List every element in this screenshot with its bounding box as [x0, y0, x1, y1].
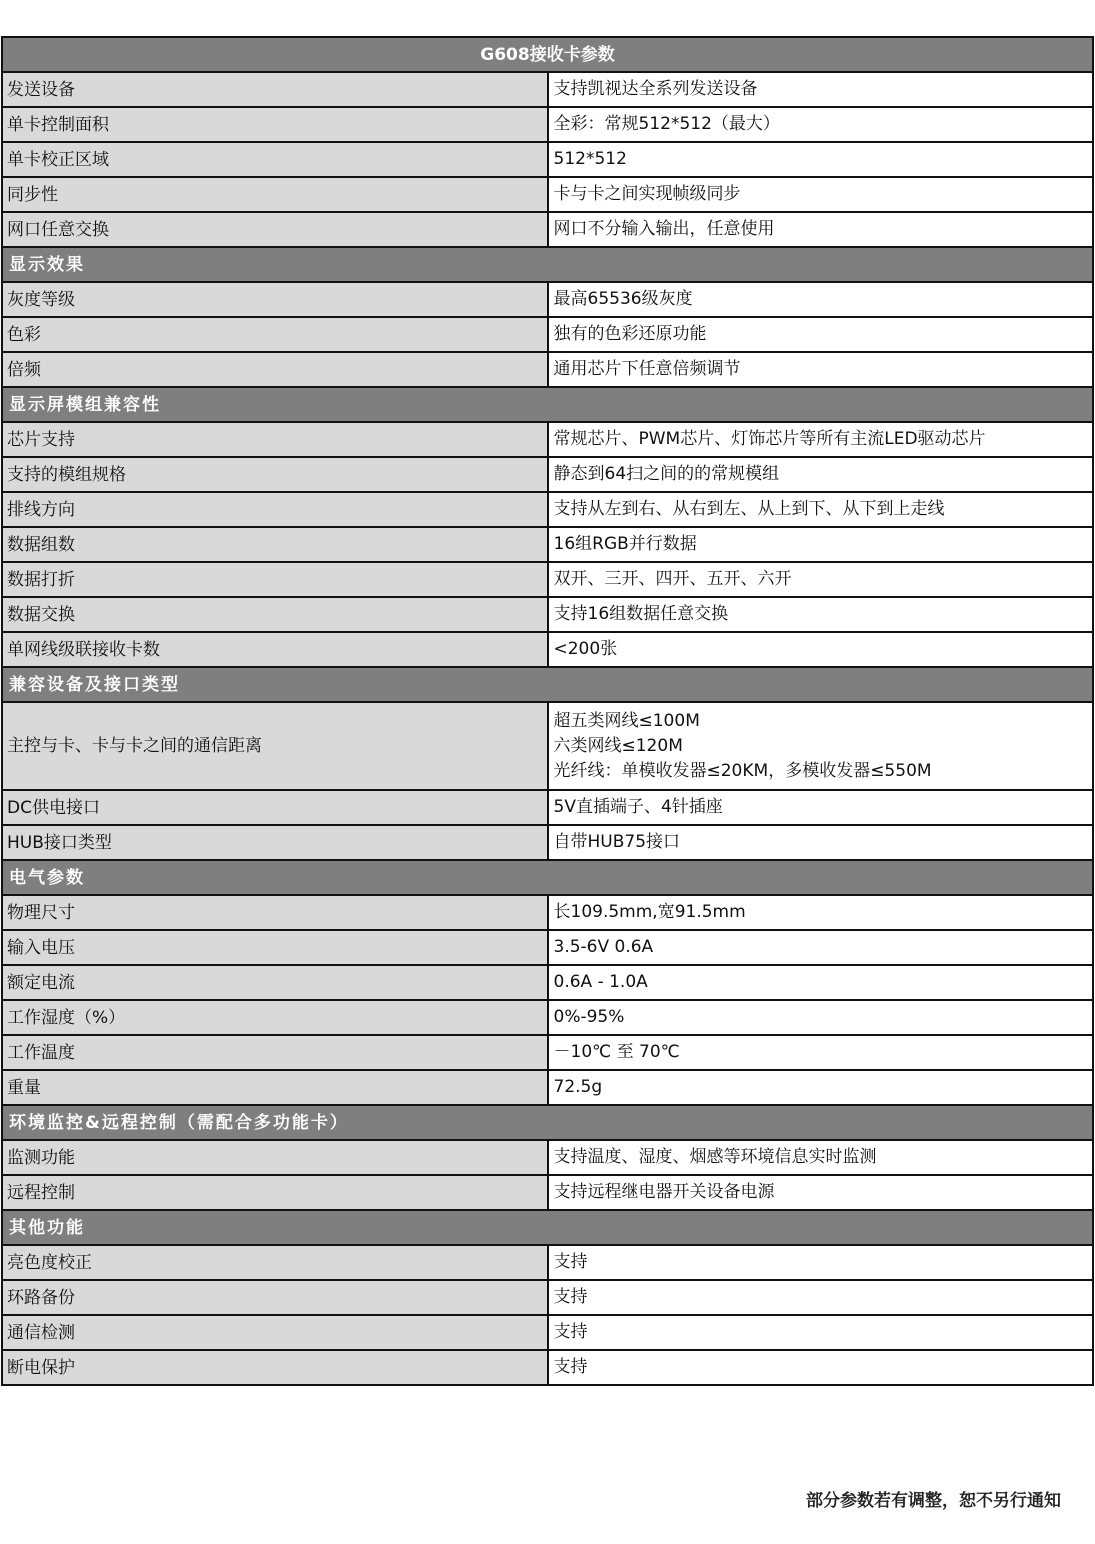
- spec-value-line: 支持远程继电器开关设备电源: [553, 1182, 775, 1202]
- spec-label: 重量: [2, 1070, 548, 1105]
- spec-row: [2, 527, 1093, 562]
- spec-value: [548, 527, 1094, 562]
- section-header-row: [2, 247, 1093, 282]
- spec-value-line: 0.6A - 1.0A: [553, 972, 648, 992]
- spec-value: [548, 965, 1094, 1000]
- spec-value-line: 卡与卡之间实现帧级同步: [553, 184, 741, 204]
- spec-row: [2, 1245, 1093, 1280]
- spec-value-line: 5V直插端子、4针插座: [553, 797, 723, 817]
- spec-row: [2, 1035, 1093, 1070]
- spec-label: 远程控制: [2, 1175, 548, 1210]
- spec-row: [2, 1140, 1093, 1175]
- spec-value: [548, 177, 1094, 212]
- spec-value-line: 16组RGB并行数据: [553, 534, 697, 554]
- spec-label: 环路备份: [2, 1280, 548, 1315]
- spec-label: 亮色度校正: [2, 1245, 548, 1280]
- spec-label: 物理尺寸: [2, 895, 548, 930]
- spec-label: 输入电压: [2, 930, 548, 965]
- spec-row: [2, 1315, 1093, 1350]
- spec-value: [548, 1280, 1094, 1315]
- spec-value-line: 支持: [553, 1357, 588, 1377]
- section-header-row: [2, 1210, 1093, 1245]
- spec-value: [548, 72, 1094, 107]
- spec-value-line: 3.5-6V 0.6A: [553, 937, 654, 957]
- spec-row: [2, 895, 1093, 930]
- spec-value: [548, 282, 1094, 317]
- spec-value: [548, 562, 1094, 597]
- spec-label: 数据交换: [2, 597, 548, 632]
- spec-label: HUB接口类型: [2, 825, 548, 860]
- spec-value-line: 六类网线≤120M: [553, 735, 683, 756]
- spec-value: [548, 825, 1094, 860]
- spec-label: 支持的模组规格: [2, 457, 548, 492]
- spec-value-line: 常规芯片、PWM芯片、灯饰芯片等所有主流LED驱动芯片: [553, 429, 986, 449]
- spec-row: [2, 492, 1093, 527]
- spec-label: 排线方向: [2, 492, 548, 527]
- spec-label: 色彩: [2, 317, 548, 352]
- section-title: 其他功能: [2, 1210, 1093, 1245]
- spec-row: [2, 632, 1093, 667]
- section-header-row: [2, 1105, 1093, 1140]
- spec-row: [2, 142, 1093, 177]
- spec-row: [2, 212, 1093, 247]
- spec-value-line: 通用芯片下任意倍频调节: [553, 359, 741, 379]
- section-title: 显示效果: [2, 247, 1093, 282]
- spec-row: [2, 562, 1093, 597]
- spec-value-line: 双开、三开、四开、五开、六开: [553, 569, 792, 589]
- spec-value-line: 超五类网线≤100M: [553, 710, 700, 731]
- spec-row: [2, 1280, 1093, 1315]
- spec-value-line: <200张: [553, 639, 618, 659]
- spec-row: [2, 457, 1093, 492]
- spec-value: [548, 1000, 1094, 1035]
- spec-label: 灰度等级: [2, 282, 548, 317]
- spec-value-line: 512*512: [553, 149, 627, 169]
- spec-value: [548, 1140, 1094, 1175]
- spec-value-line: 最高65536级灰度: [553, 289, 693, 309]
- spec-value-line: －10℃ 至 70℃: [553, 1042, 680, 1062]
- spec-label: 单卡控制面积: [2, 107, 548, 142]
- spec-row: [2, 282, 1093, 317]
- spec-row: [2, 1350, 1093, 1385]
- spec-value: [548, 1035, 1094, 1070]
- spec-label: 断电保护: [2, 1350, 548, 1385]
- spec-label: 工作温度: [2, 1035, 548, 1070]
- section-title: 显示屏模组兼容性: [2, 387, 1093, 422]
- spec-row: [2, 965, 1093, 1000]
- spec-value-line: 全彩：常规512*512（最大）: [553, 114, 780, 134]
- spec-label: 网口任意交换: [2, 212, 548, 247]
- spec-row: [2, 1000, 1093, 1035]
- spec-value-line: 长109.5mm,宽91.5mm: [553, 902, 746, 922]
- spec-label: 额定电流: [2, 965, 548, 1000]
- spec-row: [2, 72, 1093, 107]
- spec-label: 单卡校正区域: [2, 142, 548, 177]
- spec-value: [548, 142, 1094, 177]
- spec-row: [2, 1175, 1093, 1210]
- spec-value: [548, 1245, 1094, 1280]
- spec-value-line: 支持从左到右、从右到左、从上到下、从下到上走线: [553, 499, 945, 519]
- section-header-row: [2, 860, 1093, 895]
- spec-row: [2, 422, 1093, 457]
- spec-row: [2, 702, 1093, 790]
- spec-value: [548, 790, 1094, 825]
- table-title: G608接收卡参数: [2, 37, 1093, 72]
- section-header-row: [2, 667, 1093, 702]
- footer-note: 部分参数若有调整，恕不另行通知: [806, 1491, 1061, 1511]
- spec-value-line: 72.5g: [553, 1077, 603, 1097]
- spec-row: [2, 790, 1093, 825]
- title-row: [2, 37, 1093, 72]
- spec-value: [548, 457, 1094, 492]
- section-title: 电气参数: [2, 860, 1093, 895]
- spec-row: [2, 825, 1093, 860]
- spec-label: 芯片支持: [2, 422, 548, 457]
- spec-value: [548, 492, 1094, 527]
- spec-value-line: 0%-95%: [553, 1007, 625, 1027]
- spec-label: 主控与卡、卡与卡之间的通信距离: [2, 702, 548, 790]
- spec-table-body: [2, 37, 1093, 1385]
- spec-value-line: 支持16组数据任意交换: [553, 604, 729, 624]
- spec-value-line: 自带HUB75接口: [553, 832, 681, 852]
- spec-row: [2, 107, 1093, 142]
- spec-value: [548, 632, 1094, 667]
- spec-value-line: 支持: [553, 1252, 588, 1272]
- spec-table: [1, 36, 1094, 1386]
- spec-value-line: 光纤线：单模收发器≤20KM，多模收发器≤550M: [553, 760, 932, 781]
- spec-label: 监测功能: [2, 1140, 548, 1175]
- spec-row: [2, 177, 1093, 212]
- spec-value: [548, 107, 1094, 142]
- spec-value: [548, 1175, 1094, 1210]
- spec-value-line: 支持凯视达全系列发送设备: [553, 79, 758, 99]
- spec-value: [548, 1350, 1094, 1385]
- spec-value: [548, 352, 1094, 387]
- spec-value: [548, 930, 1094, 965]
- spec-value: [548, 702, 1094, 790]
- spec-value-line: 支持温度、湿度、烟感等环境信息实时监测: [553, 1147, 877, 1167]
- spec-label: 数据打折: [2, 562, 548, 597]
- spec-value: [548, 317, 1094, 352]
- spec-value-line: 静态到64扫之间的的常规模组: [553, 464, 780, 484]
- spec-row: [2, 1070, 1093, 1105]
- spec-label: 倍频: [2, 352, 548, 387]
- spec-value: [548, 1070, 1094, 1105]
- spec-value: [548, 1315, 1094, 1350]
- section-title: 兼容设备及接口类型: [2, 667, 1093, 702]
- spec-label: 通信检测: [2, 1315, 548, 1350]
- section-header-row: [2, 387, 1093, 422]
- spec-row: [2, 930, 1093, 965]
- spec-value: [548, 597, 1094, 632]
- spec-row: [2, 317, 1093, 352]
- spec-value: [548, 422, 1094, 457]
- spec-value-line: 支持: [553, 1287, 588, 1307]
- spec-label: 同步性: [2, 177, 548, 212]
- spec-value-line: 支持: [553, 1322, 588, 1342]
- spec-value-line: 独有的色彩还原功能: [553, 324, 707, 344]
- spec-row: [2, 597, 1093, 632]
- spec-row: [2, 352, 1093, 387]
- spec-label: 单网线级联接收卡数: [2, 632, 548, 667]
- section-title: 环境监控&远程控制（需配合多功能卡）: [2, 1105, 1093, 1140]
- spec-label: DC供电接口: [2, 790, 548, 825]
- spec-value-line: 网口不分输入输出，任意使用: [553, 219, 775, 239]
- spec-value: [548, 895, 1094, 930]
- spec-value: [548, 212, 1094, 247]
- spec-label: 发送设备: [2, 72, 548, 107]
- spec-label: 数据组数: [2, 527, 548, 562]
- spec-label: 工作湿度（%）: [2, 1000, 548, 1035]
